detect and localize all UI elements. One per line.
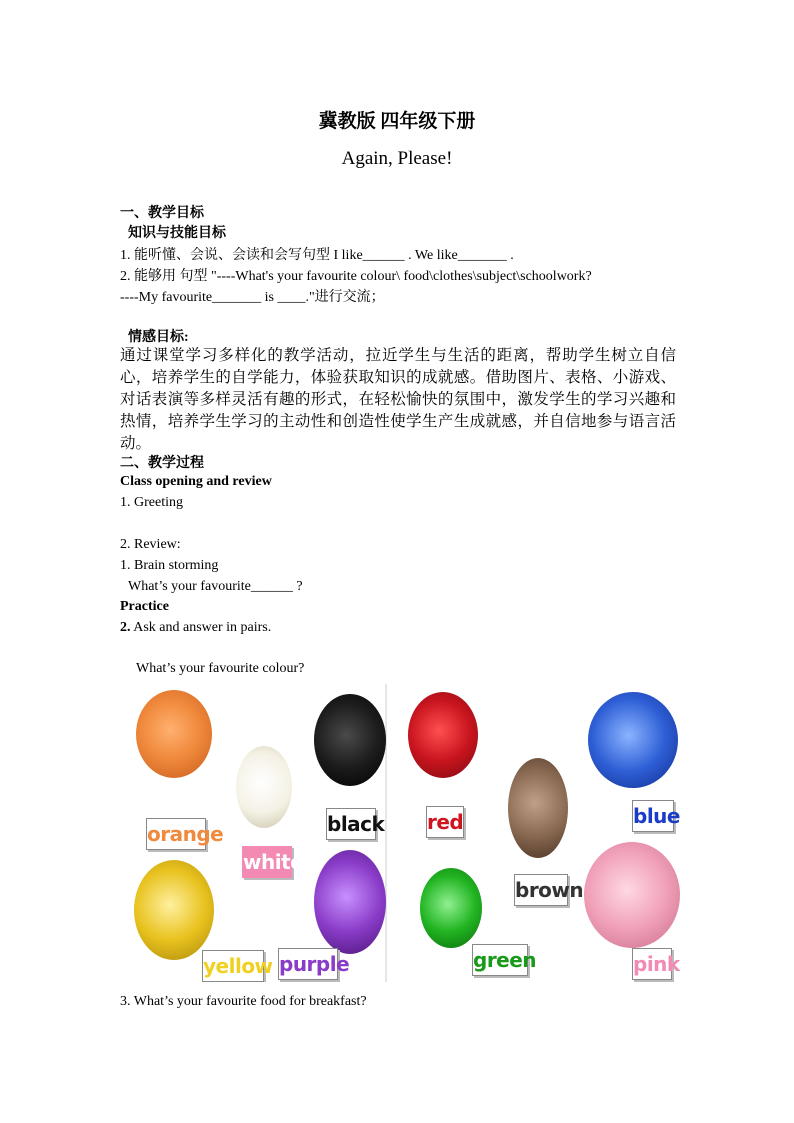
green-rose-image bbox=[420, 868, 482, 948]
ask-answer-text: Ask and answer in pairs. bbox=[130, 620, 272, 635]
class-opening-heading: Class opening and review bbox=[120, 474, 272, 489]
ask-answer-item bbox=[120, 620, 271, 636]
rose-colour-collage bbox=[128, 684, 682, 982]
black-rose-image bbox=[314, 694, 386, 786]
red-rose-image bbox=[408, 692, 478, 778]
white-rose-image bbox=[236, 746, 292, 828]
sub-heading-skills: 知识与技能目标 bbox=[128, 226, 226, 241]
pink-rose-image bbox=[584, 842, 680, 948]
page-subtitle: Again, Please! bbox=[341, 148, 453, 169]
yellow-rose-image bbox=[134, 860, 214, 960]
practice-heading: Practice bbox=[120, 599, 169, 614]
ask-answer-number: 2. bbox=[120, 620, 131, 635]
section-heading-process: 二、教学过程 bbox=[120, 456, 204, 471]
collage-divider bbox=[385, 684, 387, 982]
label-purple: purple bbox=[278, 948, 338, 980]
page-title: 冀教版 四年级下册 bbox=[318, 111, 476, 132]
blue-rose-image bbox=[588, 692, 678, 788]
section-heading-objectives: 一、教学目标 bbox=[120, 206, 204, 221]
brain-storming-item: 1. Brain storming bbox=[120, 558, 219, 573]
label-white: white bbox=[242, 846, 292, 878]
objective-line-3: ----My favourite_______ is ____."进行交流； bbox=[120, 290, 385, 305]
review-item: 2. Review: bbox=[120, 537, 181, 552]
label-orange: orange bbox=[146, 818, 206, 850]
emotion-paragraph: 通过课堂学习多样化的教学活动，拉近学生与生活的距离，帮助学生树立自信心，培养学生的自学能力，体验获取知识的成就感。借助图片、表格、小游戏、对话表演等多样灵活有趣的形式，在轻松愉快的氛围中，激发学生的学习兴趣和热情，培养学生学习的主动性和创造性使学生产生成就感，并自信地参与语言活动。 bbox=[120, 347, 676, 452]
label-yellow: yellow bbox=[202, 950, 264, 982]
objective-line-2: 2. 能够用 句型 "----What's your favourite colour\ food\clothes\subject\schoolwork? bbox=[120, 269, 592, 284]
label-brown: brown bbox=[514, 874, 568, 906]
colour-question: What’s your favourite colour? bbox=[136, 661, 305, 676]
objective-line-1: 1. 能听懂、会说、会读和会写句型 I like______ . We like_______ . bbox=[120, 248, 514, 263]
brown-rose-image bbox=[508, 758, 568, 858]
greeting-item: 1. Greeting bbox=[120, 495, 183, 510]
label-green: green bbox=[472, 944, 528, 976]
purple-rose-image bbox=[314, 850, 386, 954]
orange-rose-image bbox=[136, 690, 212, 778]
label-black: black bbox=[326, 808, 376, 840]
favourite-question: What’s your favourite______ ? bbox=[128, 579, 303, 594]
sub-heading-emotion: 情感目标: bbox=[128, 330, 189, 345]
label-blue: blue bbox=[632, 800, 674, 832]
label-red: red bbox=[426, 806, 464, 838]
breakfast-question: 3. What’s your favourite food for breakfast? bbox=[120, 994, 367, 1009]
label-pink: pink bbox=[632, 948, 672, 980]
